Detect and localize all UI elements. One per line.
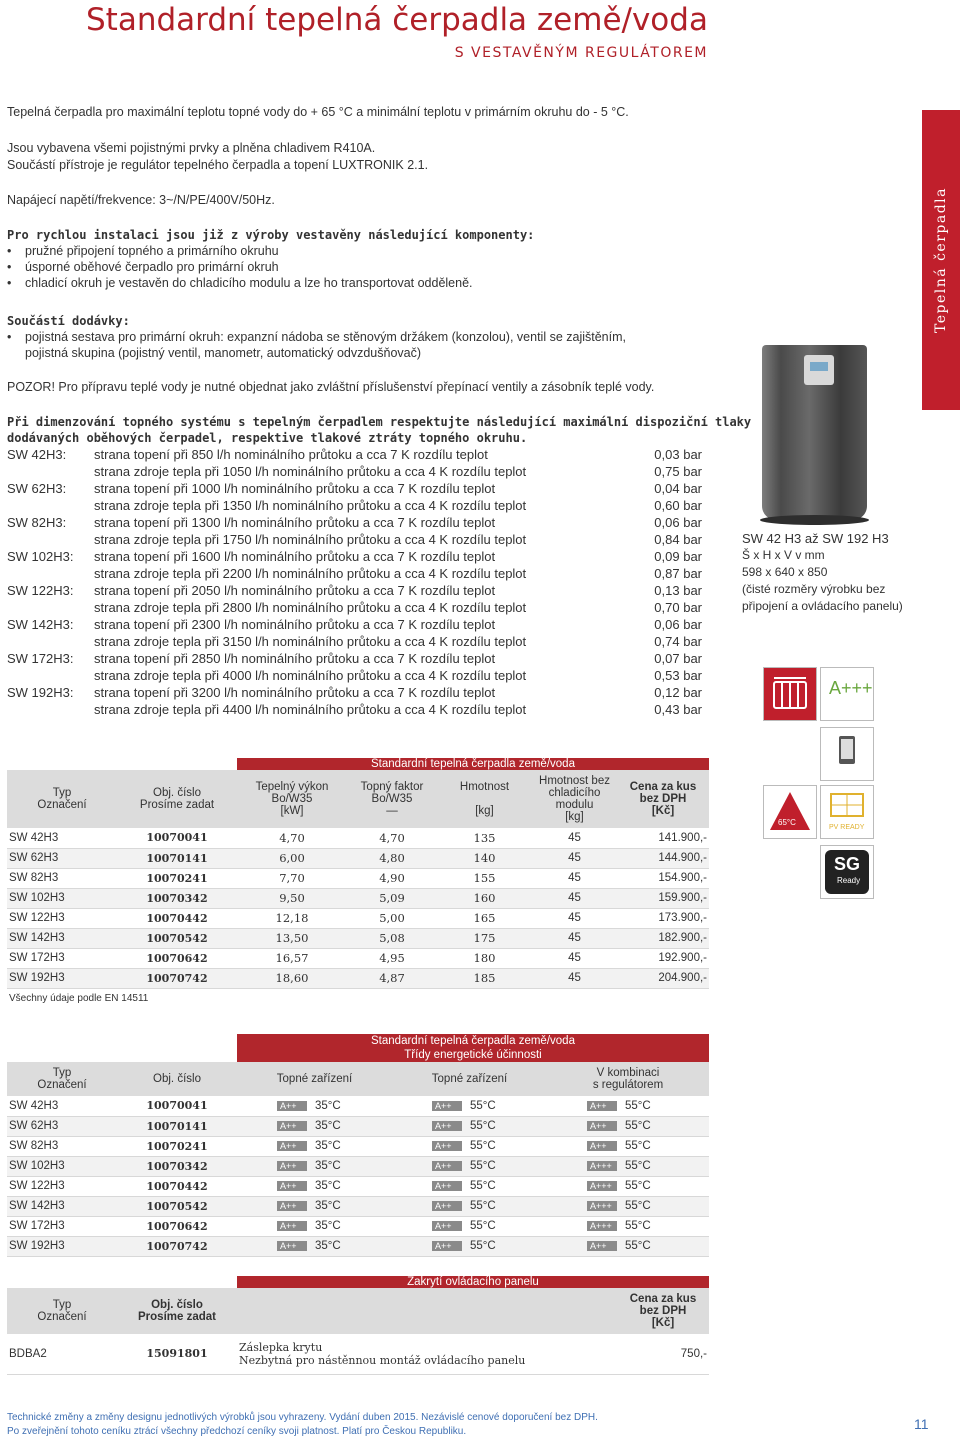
temperature-value: 35°C xyxy=(315,1099,341,1112)
energy-class-badge: A++ xyxy=(277,1141,307,1151)
temperature-value: 55°C xyxy=(470,1140,496,1152)
table-cell: 10070642 xyxy=(117,1216,237,1236)
table-cell: SW 172H3 xyxy=(7,1216,117,1236)
pressure-source-value: 0,87 bar xyxy=(654,566,702,581)
pressure-source: strana zdroje tepla při 1050 l/h nominálního průtoku a cca 4 K rozdílu teplot xyxy=(94,464,527,479)
intro-power: Napájecí napětí/frekvence: 3~/N/PE/400V/50Hz. xyxy=(7,193,275,207)
table-cell: 4,70 xyxy=(237,828,347,848)
table-row xyxy=(7,848,709,868)
energy-class-cell xyxy=(547,1156,709,1176)
table-row xyxy=(7,1216,709,1236)
pressure-table xyxy=(7,446,702,718)
col-order: Obj. číslo Prosíme zadat xyxy=(117,1288,237,1334)
table-cell: 160 xyxy=(437,888,532,908)
col-type: Typ Označení xyxy=(7,1062,117,1096)
table-cell: SW 82H3 xyxy=(7,1136,117,1156)
table-cell: 10070542 xyxy=(117,1196,237,1216)
table-cell: 140 xyxy=(437,848,532,868)
table-cell: SW 62H3 xyxy=(7,848,117,868)
table-cell: 10070742 xyxy=(117,1236,237,1256)
energy-class-badge: A++ xyxy=(432,1201,462,1211)
pv-ready-icon: PV READY xyxy=(820,785,874,839)
table-cell: 144.900,- xyxy=(617,848,709,868)
temperature-value: 35°C xyxy=(315,1140,341,1152)
pressure-row xyxy=(7,616,702,633)
pressure-heat: strana topení při 2300 l/h nominálního průtoku a cca 7 K rozdílu teplot xyxy=(94,617,496,632)
energy-class-cell xyxy=(237,1116,392,1136)
col-price: Cena za kus bez DPH [Kč] xyxy=(617,1288,709,1334)
col-heating-55: Topné zařízení xyxy=(392,1062,547,1096)
col-combination: V kombinaci s regulátorem xyxy=(547,1062,709,1096)
energy-class-cell xyxy=(392,1196,547,1216)
footer: Technické změny a změny designu jednotlivých výrobků jsou vyhrazeny. Vydání duben 2015. Nezávislé cenové doporučení bez DPH. Po zveřejnění tohoto ceníku ztrácí všechny předchozí ceníky svoji platnost. Platí pro Českou Republiku. xyxy=(7,1412,598,1437)
temperature-value: 55°C xyxy=(470,1200,496,1212)
pressure-heat: strana topení při 2050 l/h nominálního průtoku a cca 7 K rozdílu teplot xyxy=(94,583,496,598)
pressure-heat-value: 0,07 bar xyxy=(654,651,702,666)
table-caption: Standardní tepelná čerpadla země/voda xyxy=(237,758,709,770)
col-heating-35: Topné zařízení xyxy=(237,1062,392,1096)
temperature-value: 55°C xyxy=(625,1099,651,1112)
intro-temperature: Tepelná čerpadla pro maximální teplotu topné vody do + 65 °C a minimální teplotu v primárním okruhu do - 5 °C. xyxy=(7,105,629,119)
energy-class-badge: A++ xyxy=(432,1161,462,1171)
pressure-model: SW 42H3: xyxy=(7,447,67,462)
table-cell: 10070141 xyxy=(117,1116,237,1136)
energy-class-badge: A++ xyxy=(432,1121,462,1131)
energy-class-badge: A++ xyxy=(277,1161,307,1171)
col-power: Tepelný výkon Bo/W35 [kW] xyxy=(237,770,347,828)
smartphone-icon xyxy=(820,727,874,781)
pressure-source: strana zdroje tepla při 4000 l/h nominálního průtoku a cca 4 K rozdílu teplot xyxy=(94,668,527,683)
col-order: Obj. číslo Prosíme zadat xyxy=(117,770,237,828)
pressure-heat-value: 0,06 bar xyxy=(654,617,702,632)
table-cell: 12,18 xyxy=(237,908,347,928)
temperature-value: 55°C xyxy=(470,1120,496,1132)
table-cell: 180 xyxy=(437,948,532,968)
component-item: • úsporné oběhové čerpadlo pro primární okruh xyxy=(7,259,534,275)
temperature-value: 55°C xyxy=(625,1120,651,1132)
energy-class-badge: A++ xyxy=(277,1181,307,1191)
pressure-source-value: 0,60 bar xyxy=(654,498,702,513)
pressure-row xyxy=(7,633,702,650)
dimension-heading: Při dimenzování topného systému s tepelným čerpadlem respektujte následující maximální dispoziční tlaky dodávaných oběhových čerpadel, respektive tlakové ztráty topného okruhu. xyxy=(7,415,752,445)
table-cell: 10070542 xyxy=(117,928,237,948)
table-cell: 192.900,- xyxy=(617,948,709,968)
model-caption: SW 42 H3 až SW 192 H3 Š x H x V v mm 598 x 640 x 850 (čisté rozměry výrobku bez připojení a ovládacího panelu) xyxy=(742,531,903,613)
pressure-model: SW 102H3: xyxy=(7,549,74,564)
col-price: Cena za kus bez DPH [Kč] xyxy=(617,770,709,828)
temperature-value: 55°C xyxy=(470,1099,496,1112)
table-row xyxy=(7,1236,709,1256)
pressure-heat: strana topení při 2850 l/h nominálního průtoku a cca 7 K rozdílu teplot xyxy=(94,651,496,666)
table-cell: 45 xyxy=(532,828,617,848)
col-cop: Topný faktor Bo/W35 — xyxy=(347,770,437,828)
energy-class-badge: A++ xyxy=(587,1101,617,1111)
side-tab xyxy=(922,110,960,410)
table-cell: SW 142H3 xyxy=(7,928,117,948)
table-cell: 45 xyxy=(532,968,617,988)
temperature-value: 35°C xyxy=(315,1120,341,1132)
col-type: Typ Označení xyxy=(7,770,117,828)
energy-class-badge: A++ xyxy=(277,1101,307,1111)
table-cell: 10070742 xyxy=(117,968,237,988)
table-cell: 45 xyxy=(532,888,617,908)
col-weight-no-module: Hmotnost bez chladicího modulu [kg] xyxy=(532,770,617,828)
accessory-table xyxy=(7,1276,709,1375)
table-cell: SW 122H3 xyxy=(7,908,117,928)
pressure-heat: strana topení při 1000 l/h nominálního průtoku a cca 7 K rozdílu teplot xyxy=(94,481,496,496)
table-footnote: Všechny údaje podle EN 14511 xyxy=(9,992,149,1004)
table-cell: 141.900,- xyxy=(617,828,709,848)
table-cell: 10070442 xyxy=(117,1176,237,1196)
energy-class-cell xyxy=(392,1116,547,1136)
energy-class-badge: A++ xyxy=(432,1101,462,1111)
pressure-row xyxy=(7,684,702,701)
table-cell: SW 82H3 xyxy=(7,868,117,888)
pressure-source: strana zdroje tepla při 1750 l/h nominálního průtoku a cca 4 K rozdílu teplot xyxy=(94,532,527,547)
pressure-row xyxy=(7,548,702,565)
pressure-source: strana zdroje tepla při 1350 l/h nominálního průtoku a cca 4 K rozdílu teplot xyxy=(94,498,527,513)
pressure-row xyxy=(7,531,702,548)
table-cell: 10070342 xyxy=(117,888,237,908)
table-row xyxy=(7,928,709,948)
energy-class-cell xyxy=(547,1096,709,1116)
energy-class-cell xyxy=(237,1136,392,1156)
table-cell: SW 62H3 xyxy=(7,1116,117,1136)
table-cell: 45 xyxy=(532,908,617,928)
components-heading: Pro rychlou instalaci jsou již z výroby vestavěny následující komponenty: xyxy=(7,228,535,242)
pressure-heat: strana topení při 850 l/h nominálního průtoku a cca 7 K rozdílu teplot xyxy=(94,447,488,462)
table-cell: 10070241 xyxy=(117,1136,237,1156)
pressure-source-value: 0,53 bar xyxy=(654,668,702,683)
table-cell: 18,60 xyxy=(237,968,347,988)
pressure-row xyxy=(7,463,702,480)
pressure-heat-value: 0,12 bar xyxy=(654,685,702,700)
pressure-source-value: 0,75 bar xyxy=(654,464,702,479)
table-cell: 45 xyxy=(532,928,617,948)
page-title: Standardní tepelná čerpadla země/voda xyxy=(86,2,708,38)
component-item: • pružné připojení topného a primárního okruhu xyxy=(7,243,534,259)
pressure-model: SW 62H3: xyxy=(7,481,67,496)
pressure-heat-value: 0,09 bar xyxy=(654,549,702,564)
pressure-row xyxy=(7,701,702,718)
energy-class-table xyxy=(7,1034,709,1257)
temperature-value: 55°C xyxy=(625,1220,651,1232)
table-caption: Standardní tepelná čerpadla země/voda Třídy energetické účinnosti xyxy=(237,1034,709,1062)
energy-class-cell xyxy=(237,1196,392,1216)
page-subtitle: S VESTAVĚNÝM REGULÁTOREM xyxy=(454,45,708,61)
table-cell: 10070241 xyxy=(117,868,237,888)
table-cell: 13,50 xyxy=(237,928,347,948)
col-order: Obj. číslo xyxy=(117,1062,237,1096)
energy-class-cell xyxy=(237,1156,392,1176)
energy-class-badge: A++ xyxy=(277,1121,307,1131)
side-tab-label: Tepelná čerpadla xyxy=(933,187,949,333)
energy-class-cell xyxy=(392,1216,547,1236)
product-price-table xyxy=(7,758,709,1004)
energy-class-badge: A++ xyxy=(432,1181,462,1191)
pressure-row xyxy=(7,497,702,514)
pressure-source: strana zdroje tepla při 4400 l/h nominálního průtoku a cca 4 K rozdílu teplot xyxy=(94,702,527,717)
energy-class-badge: A++ xyxy=(277,1241,307,1251)
table-cell: 45 xyxy=(532,948,617,968)
pressure-source: strana zdroje tepla při 3150 l/h nominálního průtoku a cca 4 K rozdílu teplot xyxy=(94,634,527,649)
table-row xyxy=(7,948,709,968)
temperature-value: 55°C xyxy=(625,1240,651,1252)
supply-item-cont: pojistná skupina (pojistný ventil, manometr, automatický odvzdušňovač) xyxy=(25,346,422,360)
pressure-heat: strana topení při 1300 l/h nominálního průtoku a cca 7 K rozdílu teplot xyxy=(94,515,496,530)
table-cell: 4,87 xyxy=(347,968,437,988)
pressure-heat-value: 0,13 bar xyxy=(654,583,702,598)
table-cell: 173.900,- xyxy=(617,908,709,928)
table-cell: SW 42H3 xyxy=(7,1096,117,1116)
pressure-row xyxy=(7,565,702,582)
temperature-value: 35°C xyxy=(315,1240,341,1252)
table-cell: 5,09 xyxy=(347,888,437,908)
table-cell: 5,00 xyxy=(347,908,437,928)
pressure-source-value: 0,43 bar xyxy=(654,702,702,717)
table-cell: SW 42H3 xyxy=(7,828,117,848)
energy-class-badge: A++ xyxy=(587,1241,617,1251)
pressure-row xyxy=(7,650,702,667)
pressure-heat: strana topení při 3200 l/h nominálního průtoku a cca 7 K rozdílu teplot xyxy=(94,685,496,700)
energy-class-badge: A++ xyxy=(587,1121,617,1131)
energy-class-badge: A+++ xyxy=(587,1201,617,1211)
energy-class-cell xyxy=(237,1096,392,1116)
table-row xyxy=(7,1096,709,1116)
sg-ready-icon: SG Ready xyxy=(820,845,874,899)
energy-class-cell xyxy=(547,1116,709,1136)
table-cell: 45 xyxy=(532,848,617,868)
table-cell: SW 192H3 xyxy=(7,1236,117,1256)
table-row xyxy=(7,1176,709,1196)
pressure-row xyxy=(7,480,702,497)
energy-class-cell xyxy=(237,1176,392,1196)
pressure-heat-value: 0,06 bar xyxy=(654,515,702,530)
table-cell: 10070141 xyxy=(117,848,237,868)
intro-safety: Jsou vybavena všemi pojistnými prvky a plněna chladivem R410A. xyxy=(7,141,376,155)
supply-block xyxy=(7,313,626,361)
control-panel-image xyxy=(804,355,834,385)
table-cell: 175 xyxy=(437,928,532,948)
table-cell: 165 xyxy=(437,908,532,928)
energy-class-cell xyxy=(237,1236,392,1256)
pressure-heat: strana topení při 1600 l/h nominálního průtoku a cca 7 K rozdílu teplot xyxy=(94,549,496,564)
table-row xyxy=(7,1116,709,1136)
temperature-value: 35°C xyxy=(315,1200,341,1212)
energy-class-badge: A++ xyxy=(587,1141,617,1151)
table-row xyxy=(7,868,709,888)
energy-class-cell xyxy=(547,1216,709,1236)
col-type: Typ Označení xyxy=(7,1288,117,1334)
temperature-value: 55°C xyxy=(625,1200,651,1212)
temperature-value: 55°C xyxy=(470,1240,496,1252)
table-cell: 45 xyxy=(532,868,617,888)
pressure-row xyxy=(7,582,702,599)
table-cell: 9,50 xyxy=(237,888,347,908)
pressure-source-value: 0,70 bar xyxy=(654,600,702,615)
pressure-row xyxy=(7,514,702,531)
table-row xyxy=(7,908,709,928)
temperature-value: 55°C xyxy=(625,1180,651,1192)
table-cell: 4,70 xyxy=(347,828,437,848)
table-cell: 10070342 xyxy=(117,1156,237,1176)
energy-class-cell xyxy=(547,1196,709,1216)
energy-class-badge: A+++ xyxy=(587,1161,617,1171)
pressure-model: SW 142H3: xyxy=(7,617,74,632)
energy-class-badge: A++ xyxy=(432,1241,462,1251)
pressure-row xyxy=(7,599,702,616)
intro-controller: Součástí přístroje je regulátor tepelného čerpadla a topení LUXTRONIK 2.1. xyxy=(7,158,429,172)
energy-class-badge: A+++ xyxy=(587,1181,617,1191)
table-cell: 185 xyxy=(437,968,532,988)
energy-class-badge: A++ xyxy=(277,1221,307,1231)
energy-label-icon: A+++ xyxy=(820,667,874,721)
table-cell: 10070642 xyxy=(117,948,237,968)
table-cell: 10070442 xyxy=(117,908,237,928)
table-cell: 135 xyxy=(437,828,532,848)
temperature-value: 35°C xyxy=(315,1160,341,1172)
table-cell: 7,70 xyxy=(237,868,347,888)
pressure-source-value: 0,84 bar xyxy=(654,532,702,547)
energy-class-badge: A++ xyxy=(277,1201,307,1211)
temperature-value: 55°C xyxy=(470,1180,496,1192)
table-cell: 204.900,- xyxy=(617,968,709,988)
temperature-value: 35°C xyxy=(315,1220,341,1232)
table-cell: 10070041 xyxy=(117,828,237,848)
energy-class-cell xyxy=(392,1096,547,1116)
supply-heading: Součástí dodávky: xyxy=(7,314,130,328)
pressure-source: strana zdroje tepla při 2800 l/h nominálního průtoku a cca 4 K rozdílu teplot xyxy=(94,600,527,615)
pressure-row xyxy=(7,667,702,684)
page-number: 11 xyxy=(914,1416,929,1432)
hot-water-note: POZOR! Pro přípravu teplé vody je nutné objednat jako zvláštní příslušenství přepínací ventily a zásobník teplé vody. xyxy=(7,380,655,394)
energy-class-badge: A+++ xyxy=(587,1221,617,1231)
pressure-model: SW 122H3: xyxy=(7,583,74,598)
pressure-heat-value: 0,03 bar xyxy=(654,447,702,462)
table-cell: SW 142H3 xyxy=(7,1196,117,1216)
table-cell: SW 172H3 xyxy=(7,948,117,968)
table-row xyxy=(7,1196,709,1216)
temperature-value: 55°C xyxy=(625,1140,651,1152)
pressure-heat-value: 0,04 bar xyxy=(654,481,702,496)
temperature-value: 55°C xyxy=(470,1160,496,1172)
table-caption: Zakrytí ovládacího panelu xyxy=(237,1276,709,1288)
table-cell: 154.900,- xyxy=(617,868,709,888)
component-item: • chladicí okruh je vestavěn do chladicího modulu a lze ho transportovat odděleně. xyxy=(7,275,534,291)
temperature-icon: 65°C xyxy=(763,785,817,839)
table-cell: 6,00 xyxy=(237,848,347,868)
table-cell: SW 102H3 xyxy=(7,888,117,908)
table-row xyxy=(7,1136,709,1156)
energy-class-cell xyxy=(547,1176,709,1196)
pressure-model: SW 82H3: xyxy=(7,515,67,530)
table-cell: 10070041 xyxy=(117,1096,237,1116)
table-row xyxy=(7,968,709,988)
table-cell: 182.900,- xyxy=(617,928,709,948)
energy-class-cell xyxy=(392,1136,547,1156)
table-row: BDBA2 15091801 Záslepka krytu Nezbytná pro nástěnnou montáž ovládacího panelu 750,- xyxy=(7,1334,709,1374)
table-row xyxy=(7,828,709,848)
energy-class-cell xyxy=(237,1216,392,1236)
table-cell: 4,80 xyxy=(347,848,437,868)
energy-class-badge: A++ xyxy=(432,1141,462,1151)
table-cell: 5,08 xyxy=(347,928,437,948)
pressure-model: SW 172H3: xyxy=(7,651,74,666)
temperature-value: 55°C xyxy=(470,1220,496,1232)
temperature-value: 55°C xyxy=(625,1160,651,1172)
table-cell: 16,57 xyxy=(237,948,347,968)
energy-class-cell xyxy=(392,1156,547,1176)
table-cell: SW 102H3 xyxy=(7,1156,117,1176)
heat-pump-image xyxy=(762,345,867,520)
pressure-source: strana zdroje tepla při 2200 l/h nominálního průtoku a cca 4 K rozdílu teplot xyxy=(94,566,527,581)
pressure-row xyxy=(7,446,702,463)
temperature-value: 35°C xyxy=(315,1180,341,1192)
radiator-icon xyxy=(763,667,817,721)
pressure-model: SW 192H3: xyxy=(7,685,74,700)
energy-class-cell xyxy=(547,1236,709,1256)
table-cell: 4,95 xyxy=(347,948,437,968)
table-cell: SW 122H3 xyxy=(7,1176,117,1196)
energy-class-badge: A++ xyxy=(432,1221,462,1231)
table-cell: SW 192H3 xyxy=(7,968,117,988)
pressure-source-value: 0,74 bar xyxy=(654,634,702,649)
energy-class-cell xyxy=(392,1176,547,1196)
table-cell: 4,90 xyxy=(347,868,437,888)
energy-class-cell xyxy=(547,1136,709,1156)
table-cell: 155 xyxy=(437,868,532,888)
components-block xyxy=(7,227,534,291)
table-row xyxy=(7,1156,709,1176)
table-row xyxy=(7,888,709,908)
table-cell: 159.900,- xyxy=(617,888,709,908)
energy-class-cell xyxy=(392,1236,547,1256)
supply-item: • pojistná sestava pro primární okruh: expanzní nádoba se stěnovým držákem (konzolou), ventil se zajištěním, xyxy=(7,329,626,345)
col-weight: Hmotnost [kg] xyxy=(437,770,532,828)
